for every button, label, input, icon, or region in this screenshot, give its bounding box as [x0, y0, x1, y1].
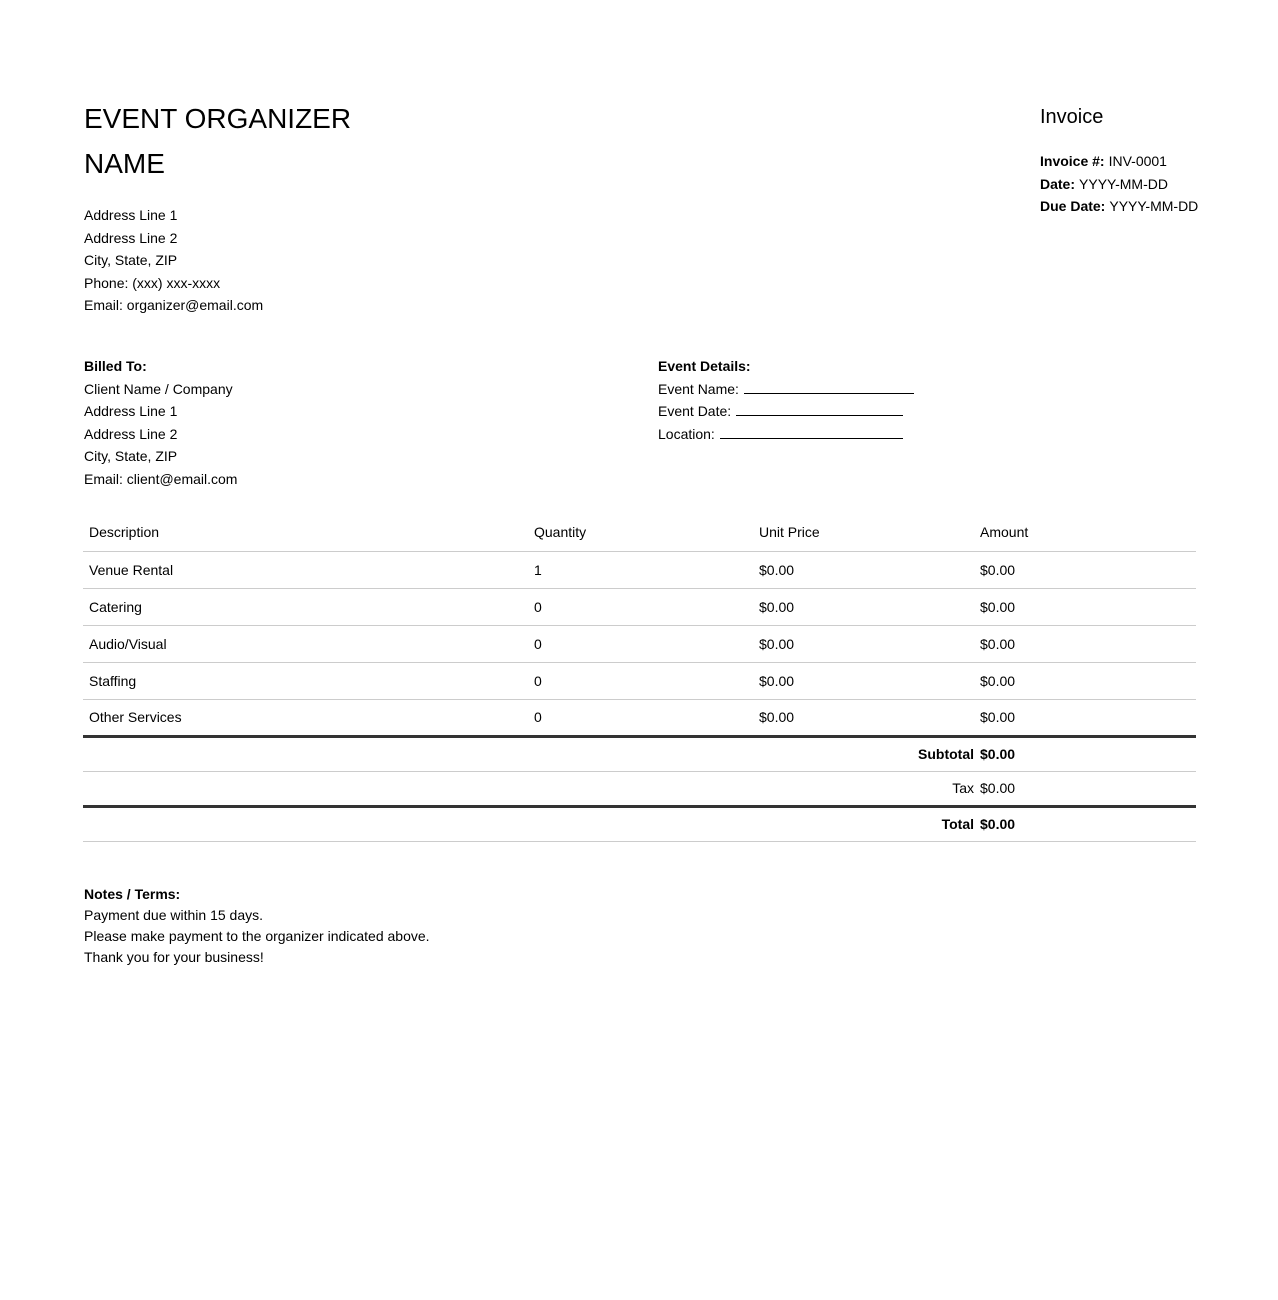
item-amount: $0.00	[974, 662, 1196, 699]
column-header-amount: Amount	[974, 514, 1196, 551]
tax-label: Tax	[83, 771, 974, 806]
invoice-date-field	[1040, 173, 1198, 196]
invoice-due-date-label: Due Date:	[1040, 198, 1106, 214]
invoice-number-field	[1040, 150, 1198, 173]
invoice-date-value: YYYY-MM-DD	[1079, 175, 1168, 192]
billed-to-address-line: Address Line 1	[84, 403, 178, 419]
item-description: Staffing	[83, 662, 528, 699]
invoice-due-date-value: YYYY-MM-DD	[1109, 198, 1199, 214]
billed-to-address-line: City, State, ZIP	[84, 448, 178, 464]
invoice-due-date-field	[1040, 195, 1198, 218]
invoice-fields	[1040, 150, 1198, 218]
invoice-number-label: Invoice #:	[1040, 153, 1105, 169]
tax-row	[83, 771, 1196, 806]
event-location-fill-line	[720, 426, 903, 439]
item-description: Catering	[83, 588, 528, 625]
item-quantity: 0	[528, 662, 753, 699]
billed-to-section	[84, 355, 237, 490]
organizer-name: EVENT ORGANIZER NAME	[84, 103, 352, 179]
invoice-date-label: Date:	[1040, 175, 1076, 192]
billed-to-email-line: Email: client@email.com	[84, 470, 238, 487]
event-details-section	[658, 355, 914, 445]
item-unit-price: $0.00	[753, 662, 974, 699]
billed-to-heading: Billed To:	[84, 358, 147, 374]
subtotal-row	[83, 736, 1196, 771]
item-amount: $0.00	[974, 625, 1196, 662]
event-name-label: Event Name:	[658, 380, 739, 397]
item-description: Venue Rental	[83, 551, 528, 588]
total-row	[83, 806, 1196, 841]
event-location-field	[658, 423, 914, 446]
item-description: Other Services	[83, 699, 528, 736]
table-row	[83, 699, 1196, 736]
invoice-number-value: INV-0001	[1108, 153, 1167, 169]
table-row	[83, 588, 1196, 625]
organizer-address-line: Address Line 1	[84, 207, 178, 223]
item-quantity: 1	[528, 551, 753, 588]
column-header-quantity: Quantity	[528, 514, 753, 551]
item-amount: $0.00	[974, 588, 1196, 625]
notes-heading: Notes / Terms:	[84, 886, 181, 902]
column-header-unit-price: Unit Price	[753, 514, 974, 551]
billed-to-client-name: Client Name / Company	[84, 380, 233, 397]
table-header-row	[83, 514, 1196, 551]
notes-line: Please make payment to the organizer indicated above.	[84, 928, 430, 944]
event-details-heading: Event Details:	[658, 358, 751, 374]
subtotal-value: $0.00	[974, 736, 1196, 771]
total-value: $0.00	[974, 806, 1196, 841]
item-quantity: 0	[528, 625, 753, 662]
subtotal-label: Subtotal	[83, 736, 974, 771]
invoice-title: Invoice	[1040, 106, 1104, 128]
table-row	[83, 662, 1196, 699]
event-date-label: Event Date:	[658, 403, 732, 419]
table-row	[83, 625, 1196, 662]
item-description: Audio/Visual	[83, 625, 528, 662]
item-quantity: 0	[528, 699, 753, 736]
organizer-email-line: Email: organizer@email.com	[84, 297, 264, 313]
organizer-phone-line: Phone: (xxx) xxx-xxxx	[84, 274, 221, 291]
notes-section	[84, 884, 430, 968]
event-date-fill-line	[736, 403, 903, 416]
notes-line: Payment due within 15 days.	[84, 907, 263, 923]
invoice-meta	[1040, 103, 1198, 218]
organizer-address-line: City, State, ZIP	[84, 252, 178, 268]
column-header-description: Description	[83, 514, 528, 551]
event-date-field	[658, 400, 914, 423]
event-name-fill-line	[744, 381, 914, 394]
item-amount: $0.00	[974, 551, 1196, 588]
total-label: Total	[83, 806, 974, 841]
line-items-table	[83, 514, 1196, 842]
table-row	[83, 551, 1196, 588]
tax-value: $0.00	[974, 771, 1196, 806]
organizer-address	[84, 204, 263, 317]
item-unit-price: $0.00	[753, 699, 974, 736]
billed-to-address-line: Address Line 2	[84, 425, 178, 442]
notes-line: Thank you for your business!	[84, 949, 264, 965]
item-unit-price: $0.00	[753, 551, 974, 588]
event-name-field	[658, 378, 914, 401]
item-unit-price: $0.00	[753, 588, 974, 625]
item-quantity: 0	[528, 588, 753, 625]
item-amount: $0.00	[974, 699, 1196, 736]
event-location-label: Location:	[658, 425, 715, 442]
organizer-address-line: Address Line 2	[84, 229, 178, 246]
item-unit-price: $0.00	[753, 625, 974, 662]
